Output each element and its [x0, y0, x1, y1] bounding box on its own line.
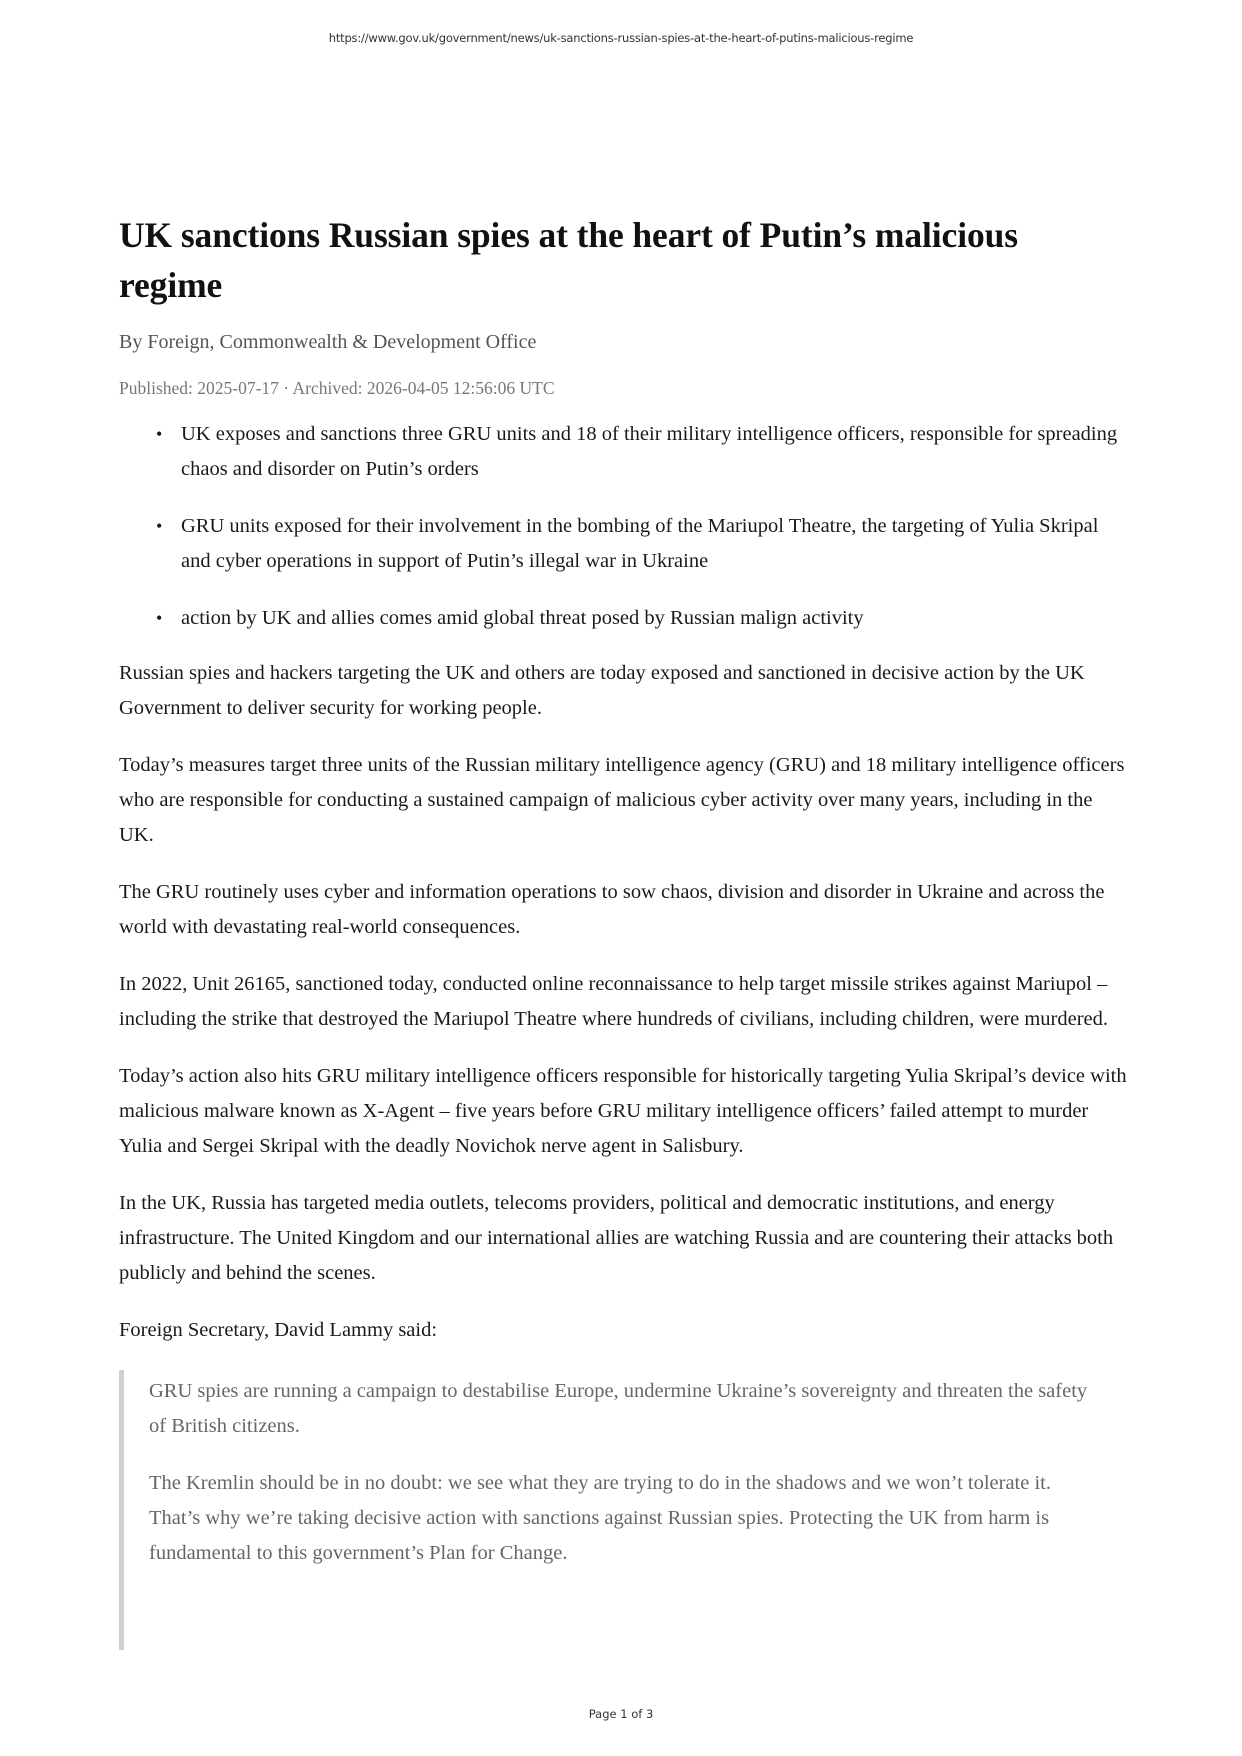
body-paragraph: Today’s measures target three units of the Russian military intelligence agency (GRU) and 18 military intelligence officers who are responsible for conducting a sustained campaign of malicious cyber activity over many years, including in the UK. — [119, 754, 1125, 846]
summary-item-text: action by UK and allies comes amid global threat posed by Russian malign activity — [181, 607, 864, 629]
body-paragraph: In the UK, Russia has targeted media outlets, telecoms providers, political and democratic institutions, and energy infrastructure. The United Kingdom and our international allies are watching Russia and are countering their attacks both publicly and behind the scenes. — [119, 1192, 1114, 1284]
bullet-icon: • — [156, 424, 163, 444]
summary-item — [156, 417, 1129, 487]
quote-paragraph: The Kremlin should be in no doubt: we see what they are trying to do in the shadows and we won’t tolerate it. That’s why we’re taking decisive action with sanctions against Russian spies. Protecting the UK from harm is fundamental to this government’s Plan for Change. — [149, 1472, 1051, 1564]
body-paragraph: Today’s action also hits GRU military intelligence officers responsible for historically targeting Yulia Skripal’s device with malicious malware known as X-Agent – five years before GRU military intelligence officers’ failed attempt to murder Yulia and Sergei Skripal with the deadly Novichok nerve agent in Salisbury. — [119, 1065, 1127, 1157]
summary-item — [156, 601, 1129, 636]
summary-item — [156, 509, 1129, 579]
summary-item-text: GRU units exposed for their involvement in the bombing of the Mariupol Theatre, the targeting of Yulia Skripal and cyber operations in support of Putin’s illegal war in Ukraine — [181, 515, 1099, 572]
body-paragraph: Russian spies and hackers targeting the UK and others are today exposed and sanctioned in decisive action by the UK Government to deliver security for working people. — [119, 662, 1085, 719]
bullet-icon: • — [156, 608, 163, 628]
summary-list — [119, 417, 1129, 636]
article-byline: By Foreign, Commonwealth & Development Office — [119, 331, 537, 353]
quote-paragraph: GRU spies are running a campaign to destabilise Europe, undermine Ukraine’s sovereignty and threaten the safety of British citizens. — [149, 1380, 1088, 1437]
article — [119, 210, 1129, 1650]
quote-intro: Foreign Secretary, David Lammy said: — [119, 1319, 438, 1341]
article-title: UK sanctions Russian spies at the heart of Putin’s malicious regime — [119, 215, 1018, 305]
page-number: Page 1 of 3 — [588, 1707, 654, 1721]
blockquote — [119, 1370, 1089, 1650]
body-paragraph: The GRU routinely uses cyber and information operations to sow chaos, division and disorder in Ukraine and across the world with devastating real-world consequences. — [119, 881, 1105, 938]
page-url: https://www.gov.uk/government/news/uk-sanctions-russian-spies-at-the-heart-of-putins-malicious-regime — [328, 31, 914, 45]
body-paragraph: In 2022, Unit 26165, sanctioned today, conducted online reconnaissance to help target missile strikes against Mariupol – including the strike that destroyed the Mariupol Theatre where hundreds of civilians, including children, were murdered. — [119, 973, 1109, 1030]
summary-item-text: UK exposes and sanctions three GRU units and 18 of their military intelligence officers, responsible for spreading chaos and disorder on Putin’s orders — [181, 423, 1118, 480]
article-meta: Published: 2025-07-17 · Archived: 2026-04-05 12:56:06 UTC — [119, 378, 555, 398]
bullet-icon: • — [156, 516, 163, 536]
